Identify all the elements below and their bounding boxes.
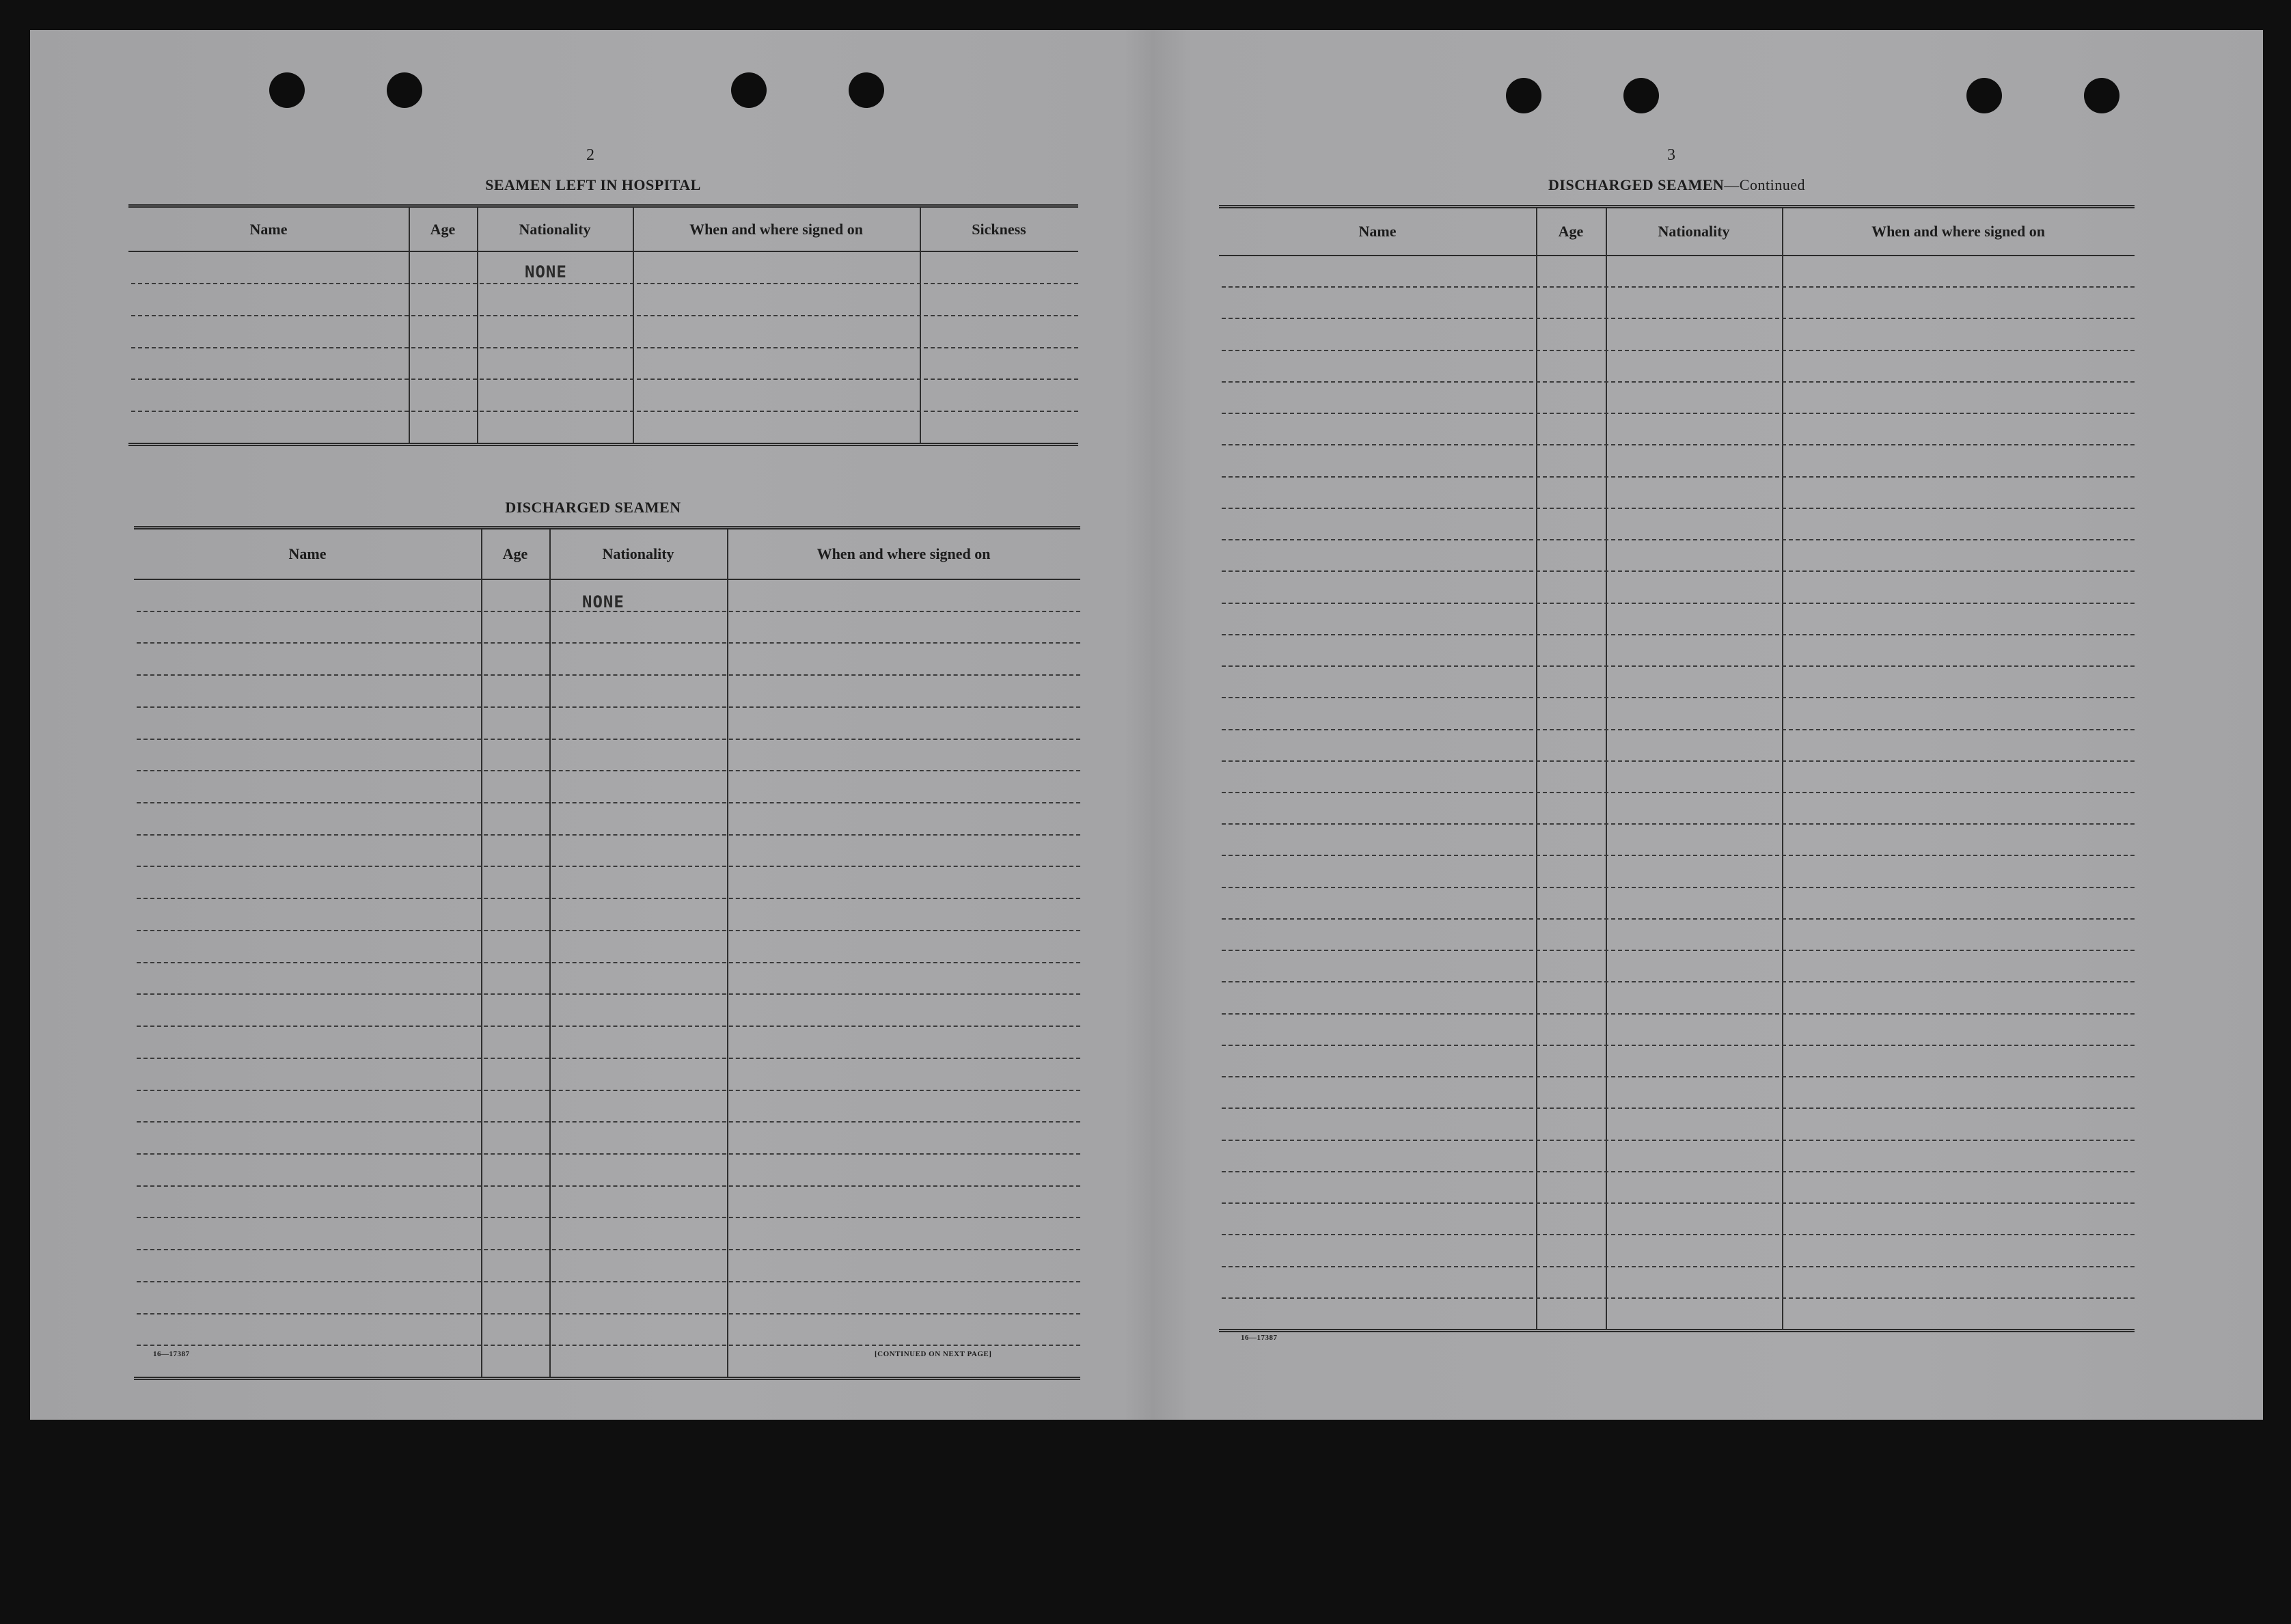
left-page [30,30,1144,1420]
table-row [137,1249,1080,1250]
discharged-table [134,526,1080,1380]
table-row [137,1121,1080,1123]
col-header-age: Age [430,220,456,238]
col-header-age: Age [502,545,528,562]
table-row [1222,1202,2135,1204]
title-suffix: —Continued [1724,176,1805,193]
table-row [137,802,1080,803]
table-row [137,962,1080,963]
table-row [1222,381,2135,383]
col-header-nationality: Nationality [1658,223,1730,240]
table-row [137,930,1080,931]
col-header-age: Age [1558,223,1584,240]
form-number: 16—17387 [1241,1334,1278,1342]
table-row [1222,1107,2135,1109]
table-row [1222,729,2135,730]
table-row [131,411,1078,412]
table-row [131,283,1078,284]
table-header [134,529,1080,580]
col-header-nationality: Nationality [602,545,674,562]
page-number: 2 [586,146,594,164]
table-row [137,642,1080,644]
table-row [1222,1234,2135,1235]
table-row [1222,570,2135,572]
table-rows [134,579,1080,1377]
table-rows [128,251,1078,443]
table-row [1222,1140,2135,1141]
col-header-signed-on: When and where signed on [817,545,991,562]
none-stamp: NONE [582,592,625,611]
table-row [1222,286,2135,288]
table-row [137,898,1080,899]
table-row [1222,539,2135,540]
table-row [1222,603,2135,604]
table-row [137,993,1080,995]
table-row [137,1345,1080,1346]
table-row [137,674,1080,676]
table-row [1222,760,2135,762]
table-row [1222,1076,2135,1077]
table-row [1222,918,2135,920]
table-row [137,706,1080,708]
table-row [137,739,1080,740]
col-header-nationality: Nationality [519,220,591,238]
table-row [1222,444,2135,445]
page-number: 3 [1667,146,1675,164]
table-rows [1219,255,2135,1329]
table-row [1222,887,2135,888]
table-row [1222,318,2135,319]
col-header-sickness: Sickness [972,220,1026,238]
table-row [1222,697,2135,698]
title-main: DISCHARGED SEAMEN [1548,176,1725,193]
col-header-name: Name [1358,223,1397,240]
table-row [137,866,1080,867]
table-row [1222,981,2135,982]
table-row [1222,476,2135,478]
table-row [1222,792,2135,793]
table-row [137,834,1080,836]
continued-note: [CONTINUED ON NEXT PAGE] [875,1350,992,1358]
form-number: 16—17387 [153,1350,190,1358]
none-stamp: NONE [525,262,567,281]
hospital-section-title: SEAMEN LEFT IN HOSPITAL [485,176,701,193]
table-row [137,1281,1080,1282]
right-page [1151,30,2263,1420]
hospital-table [128,204,1078,446]
col-header-signed-on: When and where signed on [689,220,863,238]
table-header [128,208,1078,252]
table-row [1222,950,2135,951]
discharged-continued-title [1151,176,2203,194]
table-row [1222,413,2135,414]
table-header [1219,208,2135,256]
table-row [1222,1013,2135,1015]
manifest-sheet [30,30,2263,1420]
table-row [1222,1045,2135,1046]
table-row [1222,1297,2135,1299]
table-row [1222,823,2135,825]
table-row [137,1153,1080,1155]
table-row [137,1026,1080,1027]
table-row [1222,665,2135,667]
table-row [131,347,1078,348]
table-row [1222,634,2135,635]
col-header-name: Name [288,545,327,562]
table-row [1222,508,2135,509]
table-row [137,770,1080,771]
table-row [1222,1171,2135,1172]
table-row [137,1090,1080,1091]
discharged-section-title: DISCHARGED SEAMEN [505,499,681,516]
col-header-signed-on: When and where signed on [1871,223,2045,240]
table-row [131,379,1078,380]
discharged-continued-table [1219,205,2135,1332]
table-row [1222,350,2135,351]
table-row [137,1058,1080,1059]
table-row [137,1185,1080,1187]
table-row [1222,855,2135,856]
table-row [131,315,1078,316]
table-row [137,1313,1080,1315]
table-row [1222,1266,2135,1267]
col-header-name: Name [249,220,288,238]
table-row [137,1217,1080,1218]
